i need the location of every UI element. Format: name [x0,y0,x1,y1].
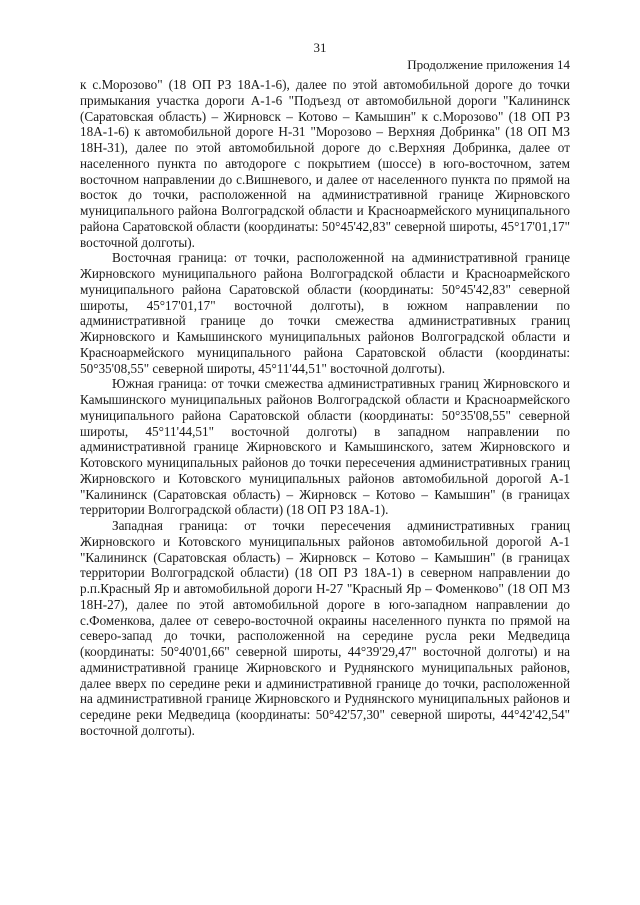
paragraph-south-boundary: Южная граница: от точки смежества административных границ Жирновского и Камышинского муниципальных районов Волгоградской области и Красноармейского муниципального района Саратовской области (координаты: 50°35'08,55" северной широты, 45°11'44,51" восточной долготы) в западном направлении по административной границе Жирновского и Камышинского, затем Жирновского и Котовского муниципальных районов до точки пересечения административных границ Жирновского и Котовского муниципальных районов автомобильной дорогой А-1 "Калининск (Саратовская область) – Жирновск – Котово – Камышин" (в границах территории Волгоградской области) (18 ОП РЗ 18А-1). [80,376,570,518]
paragraph-west-boundary: Западная граница: от точки пересечения административных границ Жирновского и Котовского муниципальных районов автомобильной дорогой А-1 "Калининск (Саратовская область) – Жирновск – Котово – Камышин" (в границах территории Волгоградской области) (18 ОП РЗ 18А-1) в северном направлении до р.п.Красный Яр и автомобильной дороги Н-27 "Красный Яр – Фоменково" (18 ОП МЗ 18Н-27), далее по этой автомобильной дороге в юго-западном направлении до с.Фоменкова, далее от северо-восточной окраины населенного пункта по прямой на северо-запад до точки, расположенной на середине русла реки Медведица (координаты: 50°40'01,66" северной широты, 44°39'29,47" восточной долготы) и на административной границе Жирновского и Руднянского муниципальных районов, далее вверх по середине реки и административной границе до точки, расположенной на административной границе Жирновского и Руднянского муниципальных районов и середине реки Медведица (координаты: 50°42'57,30" северной широты, 44°42'42,54" восточной долготы). [80,518,570,738]
paragraph-north-boundary-continuation: к с.Морозово" (18 ОП РЗ 18А-1-6), далее по этой автомобильной дороге до точки примыкания участка дороги А-1-6 "Подъезд от автомобильной дороги "Калининск (Саратовская область) – Жирновск – Котово – Камышин" к с.Морозово" (18 ОП РЗ 18А-1-6) к автомобильной дороге Н-31 "Морозово – Верхняя Добринка" (18 ОП МЗ 18Н-31), далее по этой автомобильной дороге до с.Верхняя Добринка, далее от населенного пункта по автодороге с покрытием (шоссе) в юго-восточном, затем восточном направлении до с.Вишневого, и далее от населенного пункта по прямой на восток до точки, расположенной на административной границе Жирновского муниципального района Волгоградской области и Красноармейского муниципального района Саратовской области (координаты: 50°45'42,83" северной широты, 45°17'01,17" восточной долготы). [80,77,570,250]
document-body [80,77,570,739]
paragraph-east-boundary: Восточная граница: от точки, расположенной на административной границе Жирновского муниципального района Волгоградской области и Красноармейского муниципального района Саратовской области (координаты: 50°45'42,83" северной широты, 45°17'01,17" восточной долготы), в южном направлении по административной границе до точки смежества административных границ Жирновского и Камышинского муниципальных районов Волгоградской области и Красноармейского муниципального района Саратовской области (координаты: 50°35'08,55" северной широты, 45°11'44,51" восточной долготы). [80,250,570,376]
appendix-continuation-note: Продолжение приложения 14 [407,57,570,72]
page-number: 31 [313,40,327,55]
